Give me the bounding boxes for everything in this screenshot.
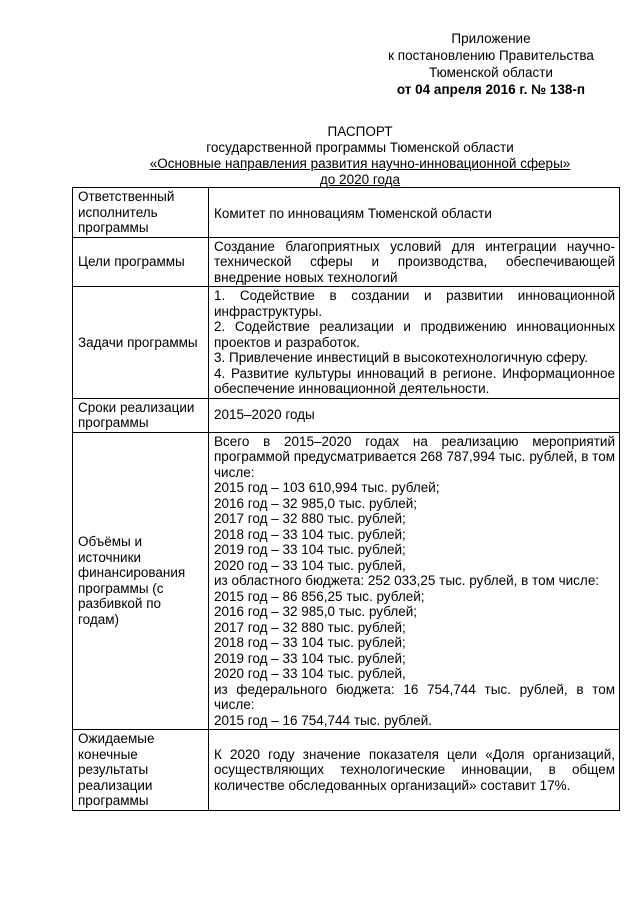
title-program-term: до 2020 года (319, 172, 401, 187)
row-funding (73, 432, 620, 730)
executor-value: Комитет по инновациям Тюменской области (209, 188, 620, 238)
terms-label: Сроки реализации программы (73, 398, 209, 432)
tasks-value (209, 287, 620, 399)
task-item: 1. Содействие в создании и развитии инновационной инфраструктуры. (214, 288, 615, 319)
funding-line: из федерального бюджета: 16 754,744 тыс. рублей, в том числе: (214, 681, 615, 712)
funding-label: Объёмы и источники финансирования программы (с разбивкой по годам) (73, 432, 209, 730)
row-tasks (73, 287, 620, 399)
document-title (80, 124, 640, 188)
annex-header (356, 30, 626, 98)
goals-value: Создание благоприятных условий для интеграции научно-технической сферы и производства, обеспечивающей внедрение новых технологий (209, 237, 620, 287)
row-goals (73, 237, 620, 287)
funding-line: 2015 год – 103 610,994 тыс. рублей; (214, 480, 440, 495)
results-label: Ожидаемые конечные результаты реализации программы (73, 730, 209, 811)
annex-region: Тюменской области (429, 65, 553, 80)
funding-line: 2016 год – 32 985,0 тыс. рублей; (214, 604, 418, 619)
row-results (73, 730, 620, 811)
row-terms (73, 398, 620, 432)
title-program-name: «Основные направления развития научно-инновационной сферы» (149, 156, 571, 171)
funding-line: 2017 год – 32 880 тыс. рублей; (214, 511, 406, 526)
passport-table (72, 187, 620, 811)
title-passport: ПАСПОРТ (327, 124, 393, 139)
funding-line: Всего в 2015–2020 годах на реализацию мероприятий программой предусматривается 268 787,994 тыс. рублей, в том числе: (214, 433, 615, 480)
funding-line: 2020 год – 33 104 тыс. рублей, (214, 666, 406, 681)
task-item: 2. Содействие реализации и продвижению инновационных проектов и разработок. (214, 319, 615, 350)
funding-line: 2017 год – 32 880 тыс. рублей; (214, 619, 406, 635)
results-value: К 2020 году значение показателя цели «Доля организаций, осуществляющих технологические инновации, в общем количестве обследованных организаций» составит 17%. (209, 730, 620, 811)
tasks-label: Задачи программы (73, 287, 209, 399)
title-program-type: государственной программы Тюменской области (206, 140, 514, 155)
funding-line: 2015 год – 86 856,25 тыс. рублей; (214, 588, 425, 604)
terms-value: 2015–2020 годы (209, 398, 620, 432)
funding-line: 2016 год – 32 985,0 тыс. рублей; (214, 495, 418, 511)
executor-label: Ответственный исполнитель программы (73, 188, 209, 238)
funding-line: из областного бюджета: 252 033,25 тыс. рублей, в том числе: (214, 573, 600, 588)
funding-line: 2019 год – 33 104 тыс. рублей; (214, 650, 406, 666)
annex-date-number: от 04 апреля 2016 г. № 138-п (396, 82, 586, 97)
annex-resolution: к постановлению Правительства (388, 48, 594, 63)
funding-line: 2020 год – 33 104 тыс. рублей, (214, 557, 406, 573)
funding-line: 2015 год – 16 754,744 тыс. рублей. (214, 712, 433, 728)
funding-line: 2018 год – 33 104 тыс. рублей; (214, 526, 406, 542)
annex-title: Приложение (451, 31, 531, 46)
funding-value (209, 432, 620, 730)
row-executor (73, 188, 620, 238)
funding-line: 2018 год – 33 104 тыс. рублей; (214, 635, 406, 650)
task-item: 3. Привлечение инвестиций в высокотехнологичную сферу. (214, 350, 589, 365)
goals-label: Цели программы (73, 237, 209, 287)
funding-line: 2019 год – 33 104 тыс. рублей; (214, 542, 406, 557)
task-item: 4. Развитие культуры инноваций в регионе. Информационное обеспечение инновационной деятельности. (214, 365, 615, 396)
